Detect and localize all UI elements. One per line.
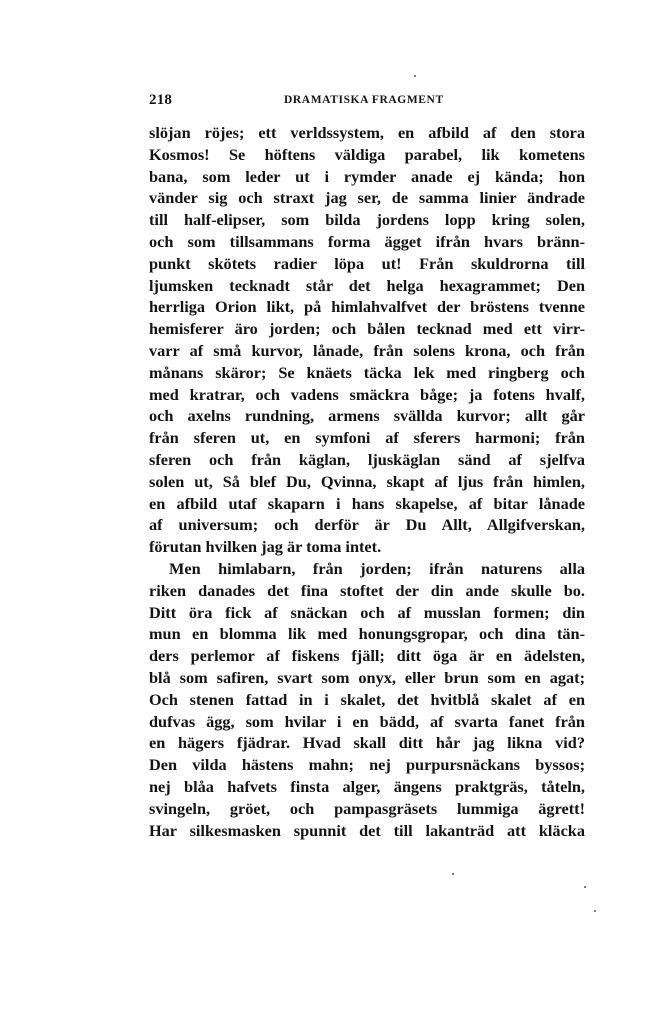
text-line: herrliga Orion likt, på himlahvalfvet der bröstens tvenne: [149, 297, 585, 317]
text-line: hemisferer äro jorden; och bålen tecknad med ett virr-: [149, 319, 585, 339]
text-line: Har silkesmasken spunnit det till lakanträd att kläcka: [149, 820, 585, 840]
text-line: en afbild utaf skaparn i hans skapelse, af bitar lånade: [149, 493, 585, 513]
running-head: DRAMATISKA FRAGMENT: [284, 94, 444, 106]
text-line: med kratrar, och vadens smäckra båge; ja fotens hvalf,: [149, 384, 585, 404]
text-line: riken danades det fina stoftet der din ande skulle bo.: [149, 580, 585, 600]
text-line: mun en blomma lik med honungsgropar, och dina tän-: [149, 624, 585, 644]
body-text: [149, 122, 585, 841]
paper-speck: [452, 873, 454, 875]
text-line: från sferen ut, en symfoni af sferers harmoni; från: [149, 428, 585, 448]
text-line: bana, som leder ut i rymder anade ej kända; hon: [149, 166, 585, 186]
paper-speck: [594, 910, 596, 912]
text-line: ders perlemor af fiskens fjäll; ditt öga är en ädelsten,: [149, 646, 585, 666]
text-line: svingeln, gröet, och pampasgräsets lummiga ägrett!: [149, 798, 585, 818]
text-line: Och stenen fattad in i skalet, det hvitblå skalet af en: [149, 689, 585, 709]
text-line: en hägers fjädrar. Hvad skall ditt hår jag likna vid?: [149, 733, 585, 753]
text-line: sferen och från käglan, ljuskäglan sänd af sjelfva: [149, 449, 585, 469]
text-line: och axelns rundning, armens svällda kurvor; allt går: [149, 406, 585, 426]
paragraph-start-line: Men himlabarn, från jorden; ifrån naturens alla: [169, 558, 585, 578]
text-line: till half-elipser, som bilda jordens lopp kring solen,: [149, 210, 585, 230]
text-line: månans skäror; Se knäets täcka lek med ringberg och: [149, 362, 585, 382]
text-line: slöjan röjes; ett verldssystem, en afbild af den stora: [149, 123, 585, 142]
text-line: af universum; och derför är Du Allt, Allgifverskan,: [149, 515, 585, 535]
paragraph-end-line: förutan hvilken jag är toma intet.: [149, 537, 382, 557]
text-line: solen ut, Så blef Du, Qvinna, skapt af ljus från himlen,: [149, 471, 585, 491]
text-line: dufvas ägg, som hvilar i en bädd, af svarta fanet från: [149, 711, 585, 731]
paper-speck: [414, 75, 416, 77]
text-line: ljumsken tecknadt står det helga hexagrammet; Den: [149, 275, 585, 295]
text-line: nej blåa hafvets finsta alger, ängens praktgräs, tåteln,: [149, 776, 585, 796]
text-line: vänder sig och straxt jag ser, de samma linier ändrade: [149, 188, 585, 208]
text-line: Den vilda hästens mahn; nej purpursnäckans byssos;: [149, 755, 585, 775]
paper-speck: [584, 886, 586, 888]
text-line: Kosmos! Se höftens väldiga parabel, lik kometens: [149, 144, 585, 164]
text-line: blå som safiren, svart som onyx, eller brun som en agat;: [149, 667, 585, 687]
text-line: punkt skötets radier löpa ut! Från skuldrorna till: [149, 253, 585, 273]
text-line: Ditt öra fick af snäckan och af musslan formen; din: [149, 602, 585, 622]
page-number: 218: [149, 92, 173, 108]
text-line: och som tillsammans forma ägget ifrån hvars bränn-: [149, 231, 585, 251]
text-line: varr af små kurvor, lånade, från solens krona, och från: [149, 340, 585, 360]
